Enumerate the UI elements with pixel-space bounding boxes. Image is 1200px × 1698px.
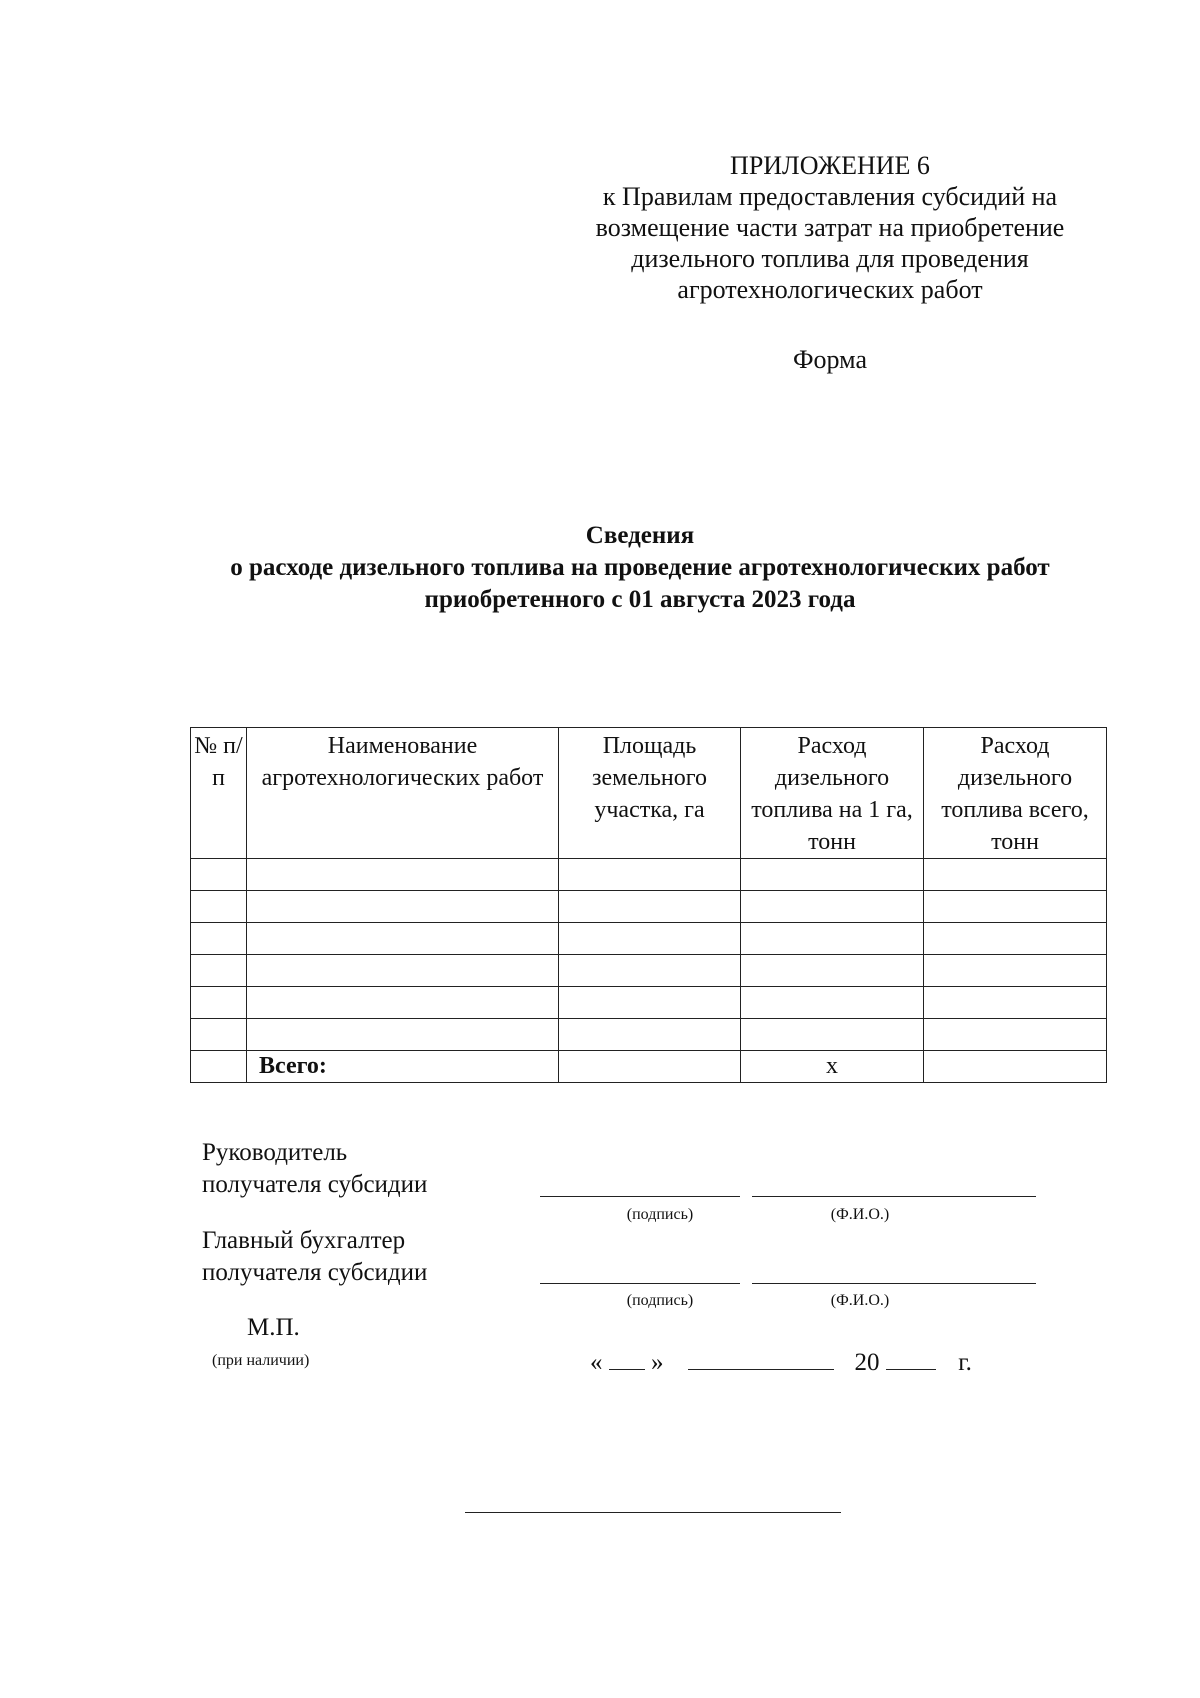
table-cell[interactable] (559, 859, 741, 891)
header-total: Расход дизельного топлива всего, тонн (924, 728, 1107, 859)
table-cell[interactable] (559, 891, 741, 923)
title-line: приобретенного с 01 августа 2023 года (424, 586, 856, 613)
table-cell[interactable] (559, 1019, 741, 1051)
table-cell[interactable] (559, 955, 741, 987)
date-year-prefix: 20 (854, 1349, 880, 1376)
table-cell[interactable] (741, 891, 924, 923)
accountant-signature-field[interactable] (540, 1283, 740, 1284)
table-cell[interactable] (559, 923, 741, 955)
table-cell[interactable] (924, 923, 1107, 955)
title-line: Сведения (585, 522, 695, 549)
date-year-field[interactable] (886, 1347, 936, 1370)
fuel-consumption-table (190, 727, 1107, 1083)
table-cell[interactable] (924, 1019, 1107, 1051)
header-number: № п/п (191, 728, 247, 859)
table-cell[interactable] (741, 859, 924, 891)
table-cell[interactable] (247, 923, 559, 955)
table-cell[interactable] (191, 891, 247, 923)
table-cell[interactable] (247, 987, 559, 1019)
table-cell[interactable] (741, 1019, 924, 1051)
table-row (191, 859, 1107, 891)
accountant-label (202, 1225, 427, 1289)
table-header-row (191, 728, 1107, 859)
accountant-label-line: Главный бухгалтер (202, 1227, 406, 1254)
head-label (202, 1137, 427, 1201)
date-row (590, 1347, 972, 1377)
head-signature-field[interactable] (540, 1196, 740, 1197)
table-cell[interactable] (247, 859, 559, 891)
date-year-suffix: г. (958, 1349, 972, 1376)
table-cell[interactable] (924, 859, 1107, 891)
date-close-quote: » (651, 1349, 664, 1376)
head-label-line: получателя субсидии (202, 1171, 428, 1198)
accountant-signature-caption: (подпись) (626, 1292, 694, 1309)
form-label: Форма (793, 345, 867, 374)
total-per-ha-cell: x (741, 1051, 924, 1083)
table-row (191, 955, 1107, 987)
table-cell (191, 1051, 247, 1083)
total-row (191, 1051, 1107, 1083)
head-label-line: Руководитель (202, 1139, 348, 1166)
table-row (191, 1019, 1107, 1051)
table-row (191, 923, 1107, 955)
table-cell[interactable] (191, 923, 247, 955)
head-signature-caption: (подпись) (626, 1206, 694, 1223)
table-cell[interactable] (741, 955, 924, 987)
header-per-ha: Расход дизельного топлива на 1 га, тонн (741, 728, 924, 859)
total-area-cell[interactable] (559, 1051, 741, 1083)
table-cell[interactable] (924, 891, 1107, 923)
header-area: Площадь земельного участка, га (559, 728, 741, 859)
table-cell[interactable] (191, 987, 247, 1019)
accountant-name-field[interactable] (752, 1283, 1036, 1284)
appendix-line: возмещение части затрат на приобретение (595, 213, 1065, 242)
total-label: Всего: (247, 1051, 559, 1083)
table-cell[interactable] (924, 987, 1107, 1019)
appendix-line: агротехнологических работ (677, 275, 983, 304)
table-cell[interactable] (247, 891, 559, 923)
table-cell[interactable] (924, 955, 1107, 987)
table-cell[interactable] (559, 987, 741, 1019)
table-cell[interactable] (191, 1019, 247, 1051)
head-name-field[interactable] (752, 1196, 1036, 1197)
table-row (191, 891, 1107, 923)
appendix-block (560, 150, 1100, 305)
appendix-heading: ПРИЛОЖЕНИЕ 6 (730, 151, 930, 180)
accountant-name-caption: (Ф.И.О.) (830, 1292, 890, 1309)
closing-divider (465, 1512, 841, 1513)
table-cell[interactable] (741, 987, 924, 1019)
table-row (191, 987, 1107, 1019)
date-day-field[interactable] (609, 1347, 645, 1370)
table-cell[interactable] (741, 923, 924, 955)
date-month-field[interactable] (688, 1347, 834, 1370)
header-work-name: Наименование агротехнологических работ (247, 728, 559, 859)
table-cell[interactable] (191, 859, 247, 891)
appendix-line: дизельного топлива для проведения (631, 244, 1029, 273)
stamp-label: М.П. (247, 1314, 300, 1341)
stamp-note: (при наличии) (212, 1352, 310, 1369)
title-line: о расходе дизельного топлива на проведение агротехнологических работ (230, 554, 1050, 581)
total-fuel-cell[interactable] (924, 1051, 1107, 1083)
document-title (160, 520, 1120, 616)
date-open-quote: « (590, 1349, 603, 1376)
head-name-caption: (Ф.И.О.) (830, 1206, 890, 1223)
table-cell[interactable] (191, 955, 247, 987)
appendix-line: к Правилам предоставления субсидий на (602, 182, 1058, 211)
accountant-label-line: получателя субсидии (202, 1259, 428, 1286)
table-cell[interactable] (247, 1019, 559, 1051)
table-cell[interactable] (247, 955, 559, 987)
